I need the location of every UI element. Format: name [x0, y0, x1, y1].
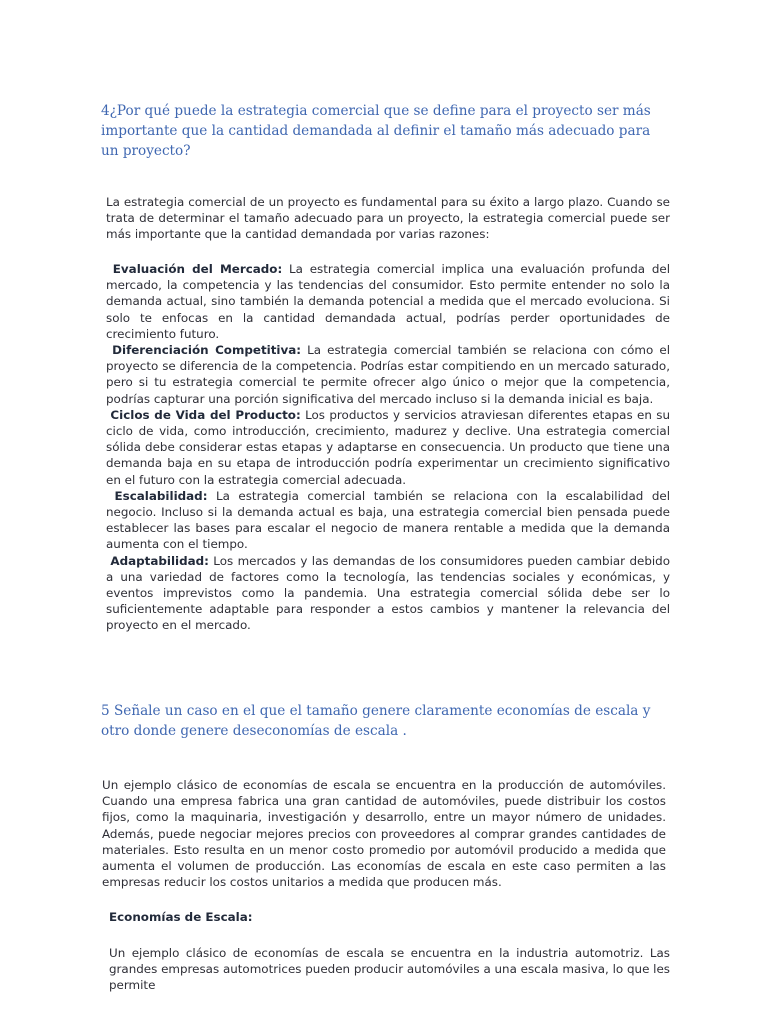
question-5-heading: 5 Señale un caso en el que el tamaño genere claramente economías de escala y otro donde genere deseconomías de escala . [101, 703, 651, 739]
reason-item [106, 407, 670, 488]
reason-text: Los productos y servicios atraviesan diferentes etapas en su ciclo de vida, como introducción, crecimiento, madurez y declive. Una estrategia comercial sólida debe considerar estas etapas y adaptarse en consecuencia. Un producto que tiene una demanda baja en su etapa de introducción podría experimentar un crecimiento significativo en el futuro con la estrategia comercial adecuada. [106, 407, 670, 487]
reason-item [106, 553, 670, 634]
reason-term: Escalabilidad: [114, 488, 208, 503]
reason-term: Adaptabilidad: [110, 553, 209, 568]
economies-of-scale-label: Economías de Escala: [109, 910, 253, 924]
reason-text: La estrategia comercial también se relaciona con la escalabilidad del negocio. Incluso si la demanda actual es baja, una estrategia comercial bien pensada puede establecer las bases para escalar el negocio de manera rentable a medida que la demanda aumenta con el tiempo. [106, 488, 670, 552]
question-4-heading: 4¿Por qué puede la estrategia comercial que se define para el proyecto ser más importante que la cantidad demandada al definir el tamaño más adecuado para un proyecto? [101, 103, 651, 159]
reason-term: Ciclos de Vida del Producto: [110, 407, 301, 422]
reason-item [106, 488, 670, 553]
reason-text: La estrategia comercial también se relaciona con cómo el proyecto se diferencia de la competencia. Podrías estar compitiendo en un mercado saturado, pero si tu estrategia comercial te permite ofrecer algo único o mejor que la competencia, podrías capturar una porción significativa del mercado incluso si la demanda inicial es baja. [106, 343, 671, 406]
reason-term: Diferenciación Competitiva: [112, 343, 301, 358]
reason-term: Evaluación del Mercado: [112, 262, 283, 276]
reason-item [106, 261, 670, 342]
question-5-intro: Un ejemplo clásico de economías de escala se encuentra en la producción de automóviles. Cuando una empresa fabrica una gran cantidad de automóviles, puede distribuir los costos fijos, como la maquinaria, investigación y desarrollo, entre un mayor número de unidades. Además, puede negociar mejores precios con proveedores al comprar grandes cantidades de materiales. Esto resulta en un menor costo promedio por automóvil producido a medida que aumenta el volumen de producción. Las economías de escala en este caso permiten a las empresas reducir los costos unitarios a medida que producen más. [102, 778, 666, 890]
reason-text: La estrategia comercial implica una evaluación profunda del mercado, la competencia y las tendencias del consumidor. Esto permite entender no solo la demanda actual, sino también la demanda potencial a medida que el mercado evoluciona. Si solo te enfocas en la cantidad demandada actual, podrías perder oportunidades de crecimiento futuro. [106, 262, 671, 341]
economies-of-scale-text: Un ejemplo clásico de economías de escala se encuentra en la industria automotriz. Las grandes empresas automotrices pueden producir automóviles a una escala masiva, lo que les permite [109, 946, 670, 993]
reason-item [106, 342, 670, 407]
question-4-reasons [106, 261, 670, 634]
question-4-intro: La estrategia comercial de un proyecto es fundamental para su éxito a largo plazo. Cuando se trata de determinar el tamaño adecuado para un proyecto, la estrategia comercial puede ser más importante que la cantidad demandada por varias razones: [106, 195, 670, 242]
reason-text: Los mercados y las demandas de los consumidores pueden cambiar debido a una variedad de factores como la tecnología, las tendencias sociales y económicas, y eventos imprevistos como la pandemia. Una estrategia comercial sólida debe ser lo suficientemente adaptable para responder a estos cambios y mantener la relevancia del proyecto en el mercado. [106, 553, 670, 633]
